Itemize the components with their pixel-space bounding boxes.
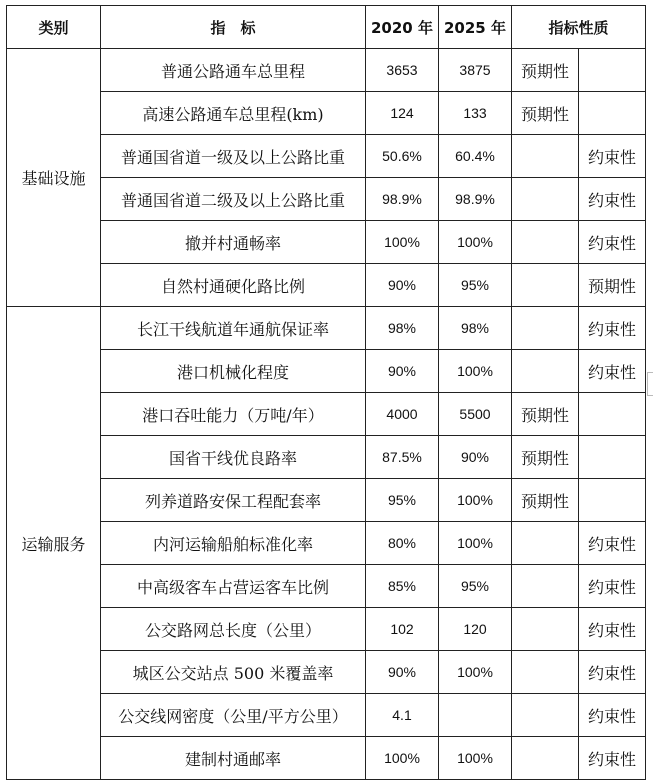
indicator-cell: 公交路网总长度（公里） <box>101 608 366 651</box>
table-row <box>7 608 646 651</box>
header-category: 类别 <box>7 6 101 49</box>
table-row <box>7 565 646 608</box>
indicator-cell: 撤并村通畅率 <box>101 221 366 264</box>
nature-expected-cell <box>512 565 579 608</box>
value-2020-cell: 3653 <box>366 49 439 92</box>
indicator-cell: 城区公交站点 500 米覆盖率 <box>101 651 366 694</box>
indicator-cell: 普通公路通车总里程 <box>101 49 366 92</box>
indicator-cell: 中高级客车占营运客车比例 <box>101 565 366 608</box>
nature-expected-cell <box>512 522 579 565</box>
nature-expected-cell <box>512 307 579 350</box>
nature-binding-cell: 约束性 <box>579 221 646 264</box>
value-2020-cell: 98.9% <box>366 178 439 221</box>
nature-binding-cell <box>579 436 646 479</box>
nature-binding-cell: 约束性 <box>579 307 646 350</box>
value-2025-cell: 95% <box>439 565 512 608</box>
nature-binding-cell <box>579 393 646 436</box>
nature-binding-cell: 约束性 <box>579 651 646 694</box>
value-2025-cell: 100% <box>439 350 512 393</box>
value-2020-cell: 95% <box>366 479 439 522</box>
table-row <box>7 221 646 264</box>
nature-binding-cell: 预期性 <box>579 264 646 307</box>
nature-expected-cell <box>512 737 579 780</box>
nature-expected-cell: 预期性 <box>512 436 579 479</box>
table-row <box>7 393 646 436</box>
value-2025-cell <box>439 694 512 737</box>
indicator-cell: 列养道路安保工程配套率 <box>101 479 366 522</box>
value-2020-cell: 80% <box>366 522 439 565</box>
table-row <box>7 737 646 780</box>
header-nature: 指标性质 <box>512 6 646 49</box>
nature-expected-cell <box>512 651 579 694</box>
nature-expected-cell: 预期性 <box>512 479 579 522</box>
indicator-cell: 港口机械化程度 <box>101 350 366 393</box>
table-header-row <box>7 6 646 49</box>
value-2020-cell: 124 <box>366 92 439 135</box>
table-row <box>7 350 646 393</box>
nature-expected-cell: 预期性 <box>512 49 579 92</box>
value-2020-cell: 87.5% <box>366 436 439 479</box>
table-row <box>7 135 646 178</box>
nature-expected-cell <box>512 135 579 178</box>
value-2025-cell: 3875 <box>439 49 512 92</box>
nature-expected-cell <box>512 221 579 264</box>
nature-binding-cell: 约束性 <box>579 135 646 178</box>
indicator-cell: 建制村通邮率 <box>101 737 366 780</box>
value-2025-cell: 133 <box>439 92 512 135</box>
nature-expected-cell <box>512 694 579 737</box>
value-2020-cell: 90% <box>366 264 439 307</box>
value-2020-cell: 50.6% <box>366 135 439 178</box>
value-2020-cell: 98% <box>366 307 439 350</box>
indicator-cell: 普通国省道一级及以上公路比重 <box>101 135 366 178</box>
value-2025-cell: 95% <box>439 264 512 307</box>
nature-binding-cell: 约束性 <box>579 350 646 393</box>
edge-mark <box>647 372 653 396</box>
nature-binding-cell <box>579 49 646 92</box>
nature-expected-cell: 预期性 <box>512 393 579 436</box>
nature-expected-cell <box>512 350 579 393</box>
value-2020-cell: 90% <box>366 350 439 393</box>
table-row <box>7 522 646 565</box>
value-2025-cell: 100% <box>439 737 512 780</box>
value-2025-cell: 120 <box>439 608 512 651</box>
nature-binding-cell: 约束性 <box>579 608 646 651</box>
value-2025-cell: 100% <box>439 651 512 694</box>
value-2020-cell: 4.1 <box>366 694 439 737</box>
table-row <box>7 436 646 479</box>
indicator-cell: 国省干线优良路率 <box>101 436 366 479</box>
value-2020-cell: 100% <box>366 221 439 264</box>
nature-expected-cell <box>512 264 579 307</box>
table-row <box>7 178 646 221</box>
table-row <box>7 694 646 737</box>
nature-binding-cell: 约束性 <box>579 737 646 780</box>
indicator-cell: 长江干线航道年通航保证率 <box>101 307 366 350</box>
value-2025-cell: 100% <box>439 522 512 565</box>
value-2020-cell: 85% <box>366 565 439 608</box>
table-row <box>7 264 646 307</box>
category-cell: 基础设施 <box>7 49 101 307</box>
indicator-cell: 高速公路通车总里程(km) <box>101 92 366 135</box>
nature-binding-cell <box>579 92 646 135</box>
nature-binding-cell: 约束性 <box>579 694 646 737</box>
indicator-cell: 普通国省道二级及以上公路比重 <box>101 178 366 221</box>
header-indicator: 指 标 <box>101 6 366 49</box>
indicator-cell: 自然村通硬化路比例 <box>101 264 366 307</box>
value-2020-cell: 102 <box>366 608 439 651</box>
table-row <box>7 479 646 522</box>
value-2025-cell: 90% <box>439 436 512 479</box>
indicator-cell: 港口吞吐能力（万吨/年） <box>101 393 366 436</box>
indicator-table <box>6 5 646 780</box>
nature-binding-cell: 约束性 <box>579 522 646 565</box>
indicator-cell: 公交线网密度（公里/平方公里） <box>101 694 366 737</box>
value-2020-cell: 90% <box>366 651 439 694</box>
value-2020-cell: 4000 <box>366 393 439 436</box>
nature-expected-cell <box>512 608 579 651</box>
table-row <box>7 307 646 350</box>
value-2025-cell: 60.4% <box>439 135 512 178</box>
value-2020-cell: 100% <box>366 737 439 780</box>
header-2020: 2020 年 <box>366 6 439 49</box>
header-2025: 2025 年 <box>439 6 512 49</box>
value-2025-cell: 100% <box>439 479 512 522</box>
table-row <box>7 92 646 135</box>
table-row <box>7 49 646 92</box>
value-2025-cell: 5500 <box>439 393 512 436</box>
nature-binding-cell <box>579 479 646 522</box>
value-2025-cell: 98.9% <box>439 178 512 221</box>
nature-expected-cell <box>512 178 579 221</box>
indicator-cell: 内河运输船舶标准化率 <box>101 522 366 565</box>
category-cell: 运输服务 <box>7 307 101 780</box>
nature-expected-cell: 预期性 <box>512 92 579 135</box>
table-row <box>7 651 646 694</box>
nature-binding-cell: 约束性 <box>579 178 646 221</box>
value-2025-cell: 98% <box>439 307 512 350</box>
nature-binding-cell: 约束性 <box>579 565 646 608</box>
value-2025-cell: 100% <box>439 221 512 264</box>
